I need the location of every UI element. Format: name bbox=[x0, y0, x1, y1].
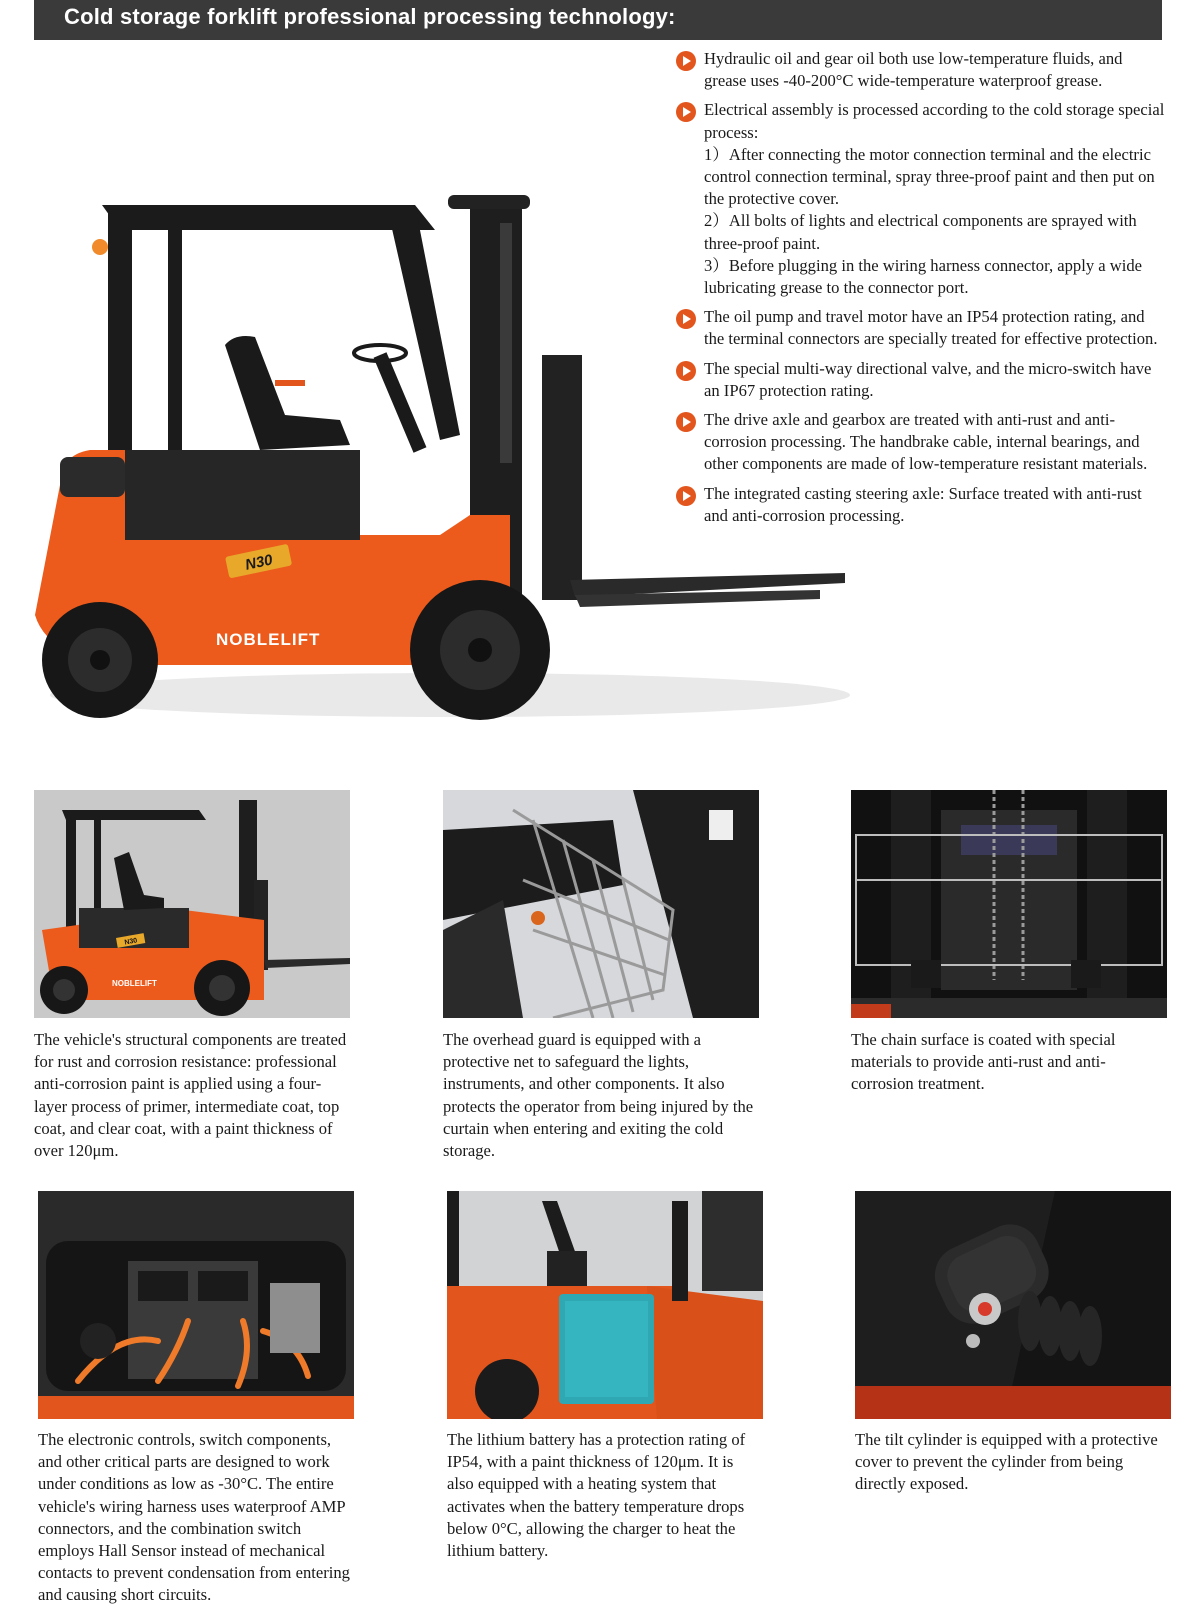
photo-lithium-battery bbox=[447, 1191, 763, 1419]
rear-wheel bbox=[42, 602, 158, 718]
operator-seat bbox=[225, 336, 350, 450]
features-bullet-list bbox=[676, 48, 1166, 534]
bullet-item bbox=[676, 409, 1166, 476]
photo-model-badge: N30 bbox=[123, 937, 138, 947]
hero-model-badge: N30 bbox=[243, 551, 275, 574]
bullet-item bbox=[676, 306, 1166, 350]
play-arrow-icon bbox=[676, 51, 696, 71]
bullet-item bbox=[676, 48, 1166, 92]
front-wheel bbox=[410, 580, 550, 720]
caption-structural-components: The vehicle's structural components are treated for rust and corrosion resistance: professional anti-corrosion paint is applied using a four-layer process of primer, intermediate coat, top coat, and clear coat, with a paint thickness of over 120μm. bbox=[34, 1030, 347, 1161]
overhead-guard bbox=[102, 205, 435, 230]
fork-carriage bbox=[542, 355, 582, 600]
photo-structural-components bbox=[34, 790, 350, 1018]
play-arrow-icon bbox=[676, 361, 696, 381]
caption-chain-surface: The chain surface is coated with special materials to provide anti-rust and anti-corrosion treatment. bbox=[851, 1030, 1116, 1094]
play-arrow-icon bbox=[676, 412, 696, 432]
bullet-text: The oil pump and travel motor have an IP54 protection rating, and the terminal connectors are specially treated for effective protection. bbox=[704, 307, 1158, 349]
caption-overhead-guard-net: The overhead guard is equipped with a protective net to safeguard the lights, instruments, and other components. It also protects the operator from being injured by the curtain when entering and exiting the cold storage. bbox=[443, 1030, 754, 1161]
section-title: Cold storage forklift professional processing technology: bbox=[64, 4, 676, 29]
play-arrow-icon bbox=[676, 486, 696, 506]
bullet-item bbox=[676, 358, 1166, 402]
bullet-item bbox=[676, 483, 1166, 527]
photo-overhead-guard-net bbox=[443, 790, 759, 1018]
bullet-text: The integrated casting steering axle: Surface treated with anti-rust and anti-corrosion processing. bbox=[704, 483, 1142, 525]
hero-brand-text: NOBLELIFT bbox=[216, 630, 321, 649]
caption-electronic-controls: The electronic controls, switch components, and other critical parts are designed to work under conditions as low as -30°C. The entire vehicle's wiring harness uses waterproof AMP connectors, and the combination switch employs Hall Sensor instead of mechanical contacts to prevent condensation from entering and causing short circuits. bbox=[38, 1430, 350, 1605]
photo-tilt-cylinder bbox=[855, 1191, 1171, 1419]
photo-chain-surface bbox=[851, 790, 1167, 1018]
bullet-text: The special multi-way directional valve, and the micro-switch have an IP67 protection rating. bbox=[704, 358, 1152, 400]
bullet-subitem: 2）All bolts of lights and electrical components are sprayed with three-proof paint. bbox=[704, 211, 1137, 253]
caption-tilt-cylinder: The tilt cylinder is equipped with a protective cover to prevent the cylinder from being directly exposed. bbox=[855, 1430, 1158, 1494]
bullet-text: The drive axle and gearbox are treated with anti-rust and anti-corrosion processing. The handbrake cable, internal bearings, and other components are made of low-temperature resistant materials. bbox=[704, 410, 1148, 474]
bullet-text: Electrical assembly is processed according to the cold storage special process: bbox=[704, 100, 1165, 142]
play-arrow-icon bbox=[676, 309, 696, 329]
bullet-text: Hydraulic oil and gear oil both use low-temperature fluids, and grease uses -40-200°C wide-temperature waterproof grease. bbox=[704, 49, 1123, 91]
photo-brand-text: NOBLELIFT bbox=[112, 979, 157, 988]
caption-lithium-battery: The lithium battery has a protection rating of IP54, with a paint thickness of 120μm. It is also equipped with a heating system that activates when the battery temperature drops below 0°C, allowing the charger to heat the lithium battery. bbox=[447, 1430, 746, 1561]
bullet-item bbox=[676, 99, 1166, 299]
section-header bbox=[34, 0, 1162, 40]
play-arrow-icon bbox=[676, 102, 696, 122]
photo-electronic-controls bbox=[38, 1191, 354, 1419]
bullet-subitem: 3）Before plugging in the wiring harness connector, apply a wide lubricating grease to the connector port. bbox=[704, 255, 1143, 298]
bullet-subitem: 1）After connecting the motor connection terminal and the electric control connection terminal, spray three-proof paint and then put on the protective cover. bbox=[704, 144, 1155, 209]
